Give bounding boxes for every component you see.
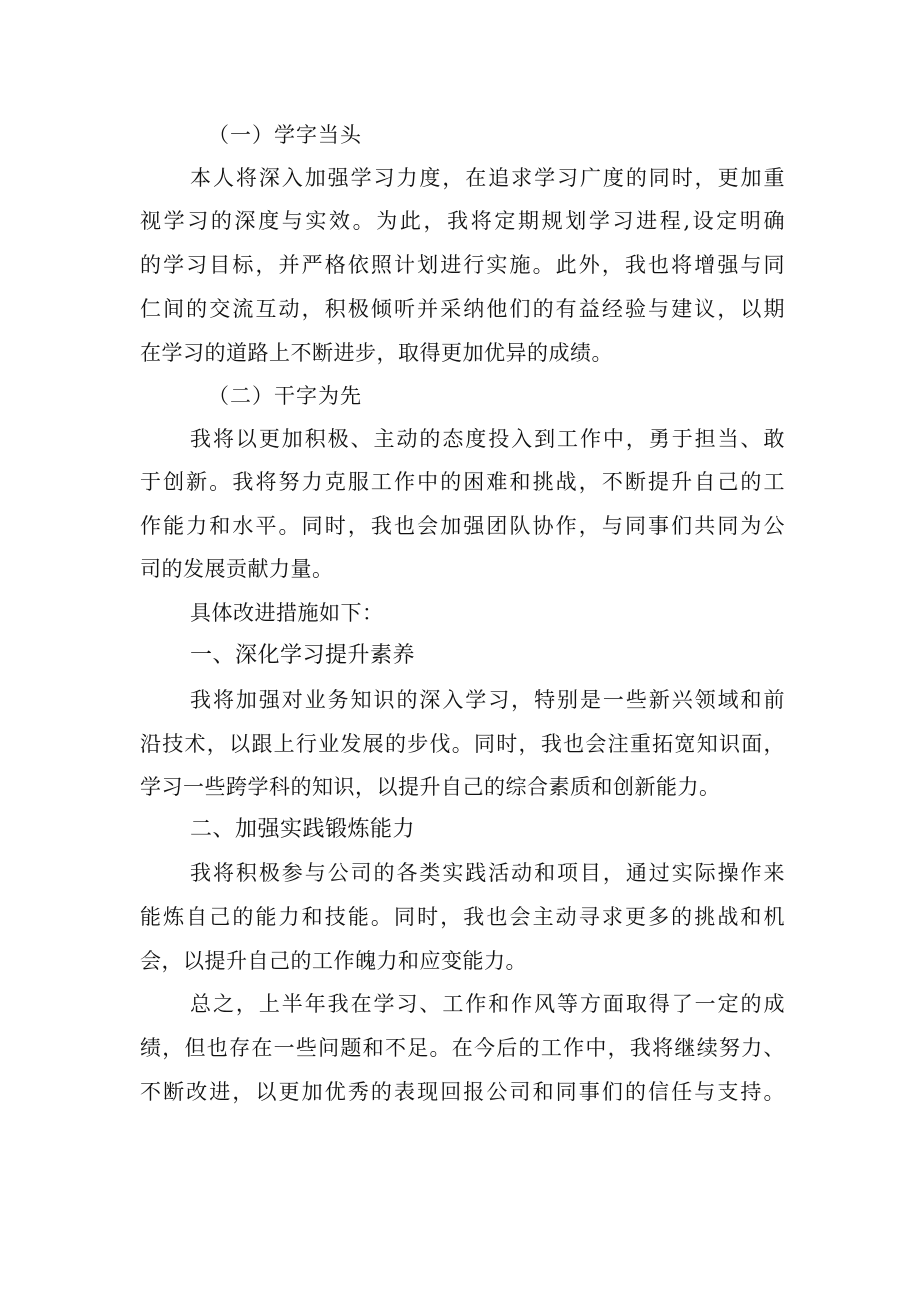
paragraph-line: 绩，但也存在一些问题和不足。在今后的工作中，我将继续努力、 <box>140 1036 785 1060</box>
paragraph-line: 的学习目标，并严格依照计划进行实施。此外，我也将增强与同 <box>140 253 785 277</box>
paragraph-line: 我将加强对业务知识的深入学习，特别是一些新兴领域和前 <box>190 688 785 712</box>
paragraph-line: 不断改进，以更加优秀的表现回报公司和同事们的信任与支持。 <box>140 1080 785 1104</box>
paragraph-line: 学习一些跨学科的知识，以提升自己的综合素质和创新能力。 <box>140 775 721 799</box>
paragraph-line: 我将以更加积极、主动的态度投入到工作中，勇于担当、敢 <box>190 427 785 451</box>
subheading-work-first: （二）干字为先 <box>208 384 362 408</box>
heading-practice: 二、加强实践锻炼能力 <box>190 817 416 842</box>
paragraph-line: 司的发展贡献力量。 <box>140 557 334 581</box>
paragraph-line: 作能力和水平。同时，我也会加强团队协作，与同事们共同为公 <box>140 514 785 538</box>
paragraph-line: 在学习的道路上不断进步，取得更加优异的成绩。 <box>140 341 613 365</box>
paragraph-line: 会，以提升自己的工作魄力和应变能力。 <box>140 949 527 973</box>
paragraph-line: 沿技术，以跟上行业发展的步伐。同时，我也会注重拓宽知识面， <box>140 732 785 756</box>
paragraph-line: 于创新。我将努力克服工作中的困难和挑战，不断提升自己的工 <box>140 470 785 494</box>
measures-intro: 具体改进措施如下： <box>190 601 384 625</box>
paragraph-line: 本人将深入加强学习力度，在追求学习广度的同时，更加重 <box>190 166 785 190</box>
heading-deepen-study: 一、深化学习提升素养 <box>190 643 416 668</box>
paragraph-line: 总之，上半年我在学习、工作和作风等方面取得了一定的成 <box>190 992 785 1016</box>
paragraph-line: 仁间的交流互动，积极倾听并采纳他们的有益经验与建议，以期 <box>140 297 785 321</box>
subheading-study-first: （一）学字当头 <box>208 123 362 147</box>
paragraph-line: 我将积极参与公司的各类实践活动和项目，通过实际操作来 <box>190 861 785 885</box>
paragraph-line: 视学习的深度与实效。为此，我将定期规划学习进程,设定明确 <box>140 209 785 233</box>
paragraph-line: 能炼自己的能力和技能。同时，我也会主动寻求更多的挑战和机 <box>140 905 785 929</box>
